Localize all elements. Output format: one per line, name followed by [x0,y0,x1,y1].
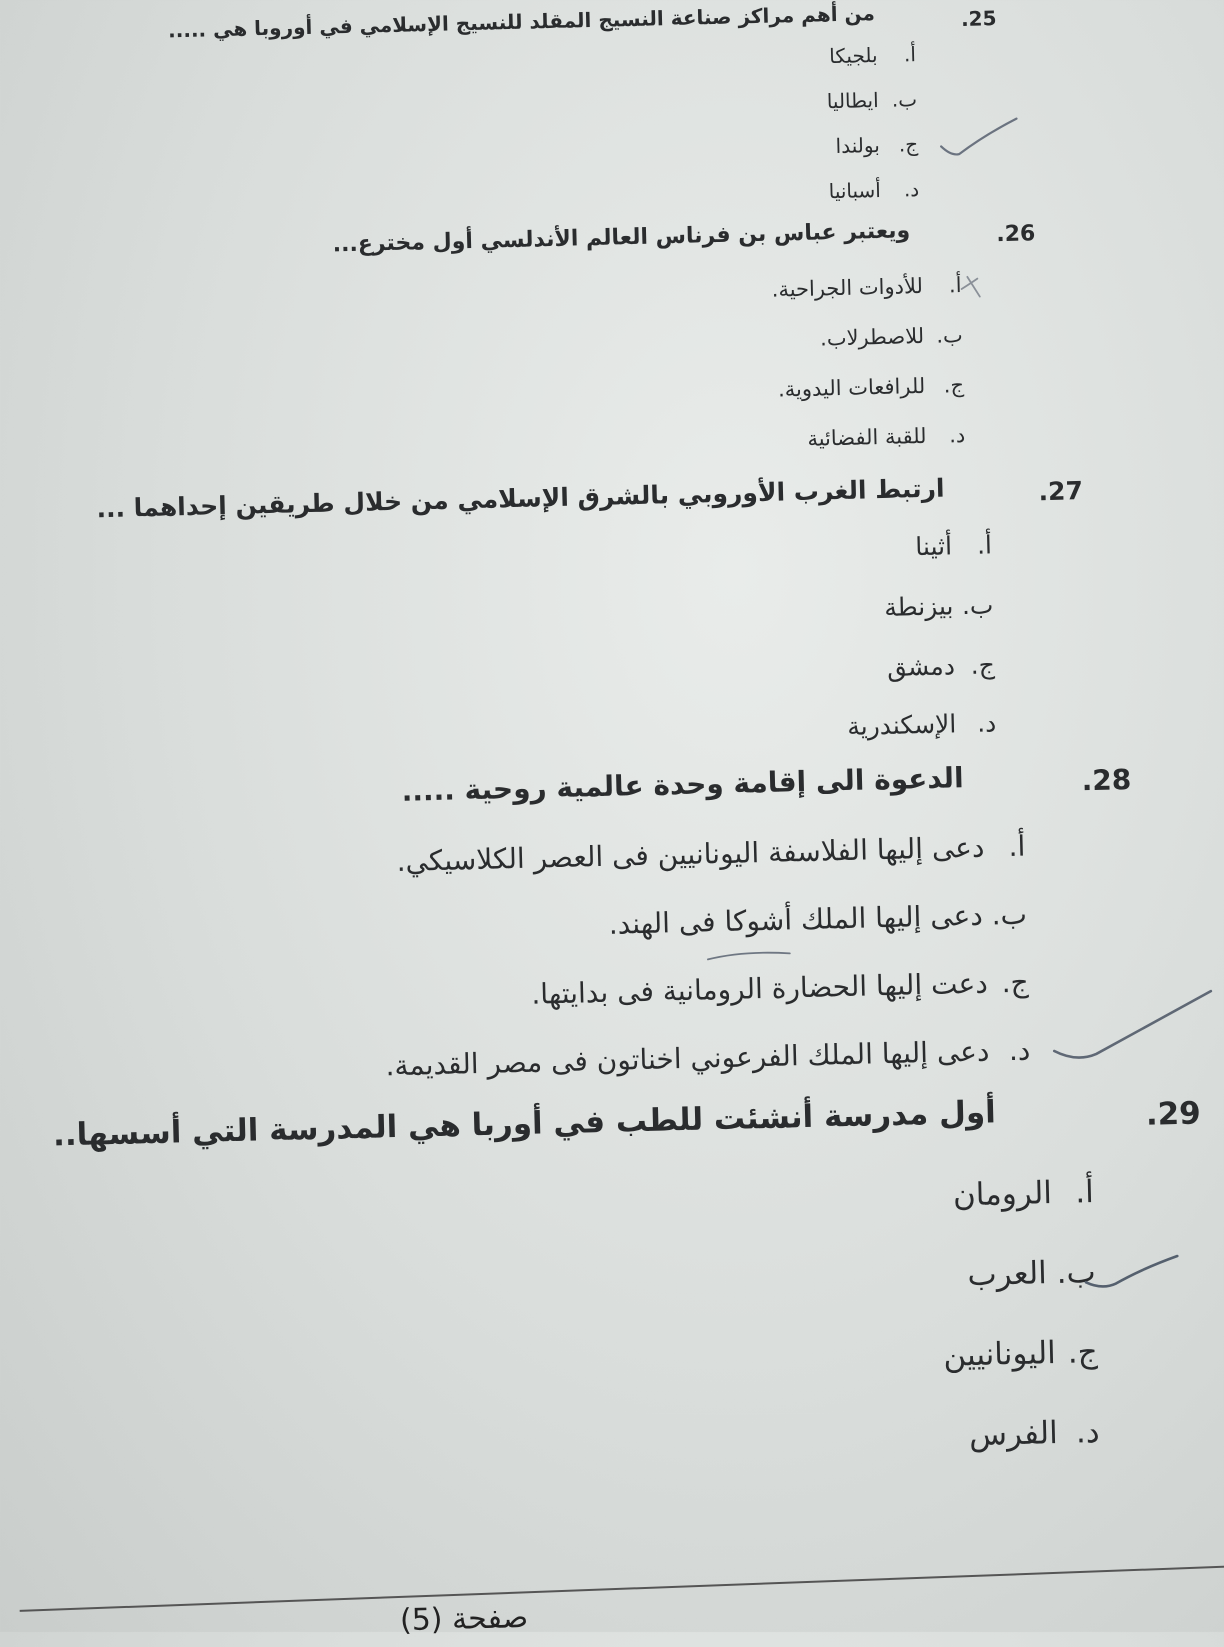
option-text: أثينا [914,531,953,562]
checkmark-icon [938,115,1019,162]
option-letter: ج. [943,372,965,398]
option-b [608,898,1027,941]
option-letter: أ. [1074,1174,1095,1211]
option-text: بيزنطة [883,591,954,622]
footer-divider [20,1565,1224,1612]
option-d [847,708,997,741]
option-letter: ب. [936,323,964,348]
question-text: من أهم مراكز صناعة النسيج المقلد للنسيج الإسلامي في أوروبا هي ..... [167,1,876,43]
option-b [967,1254,1096,1293]
question-number: .28 [1081,763,1132,798]
option-text: بولندا [835,132,881,159]
option-text: الفرس [968,1415,1059,1454]
checkmark-icon [957,272,998,303]
option-letter: ج. [970,650,996,680]
option-a [829,42,916,68]
option-text: للرافعات اليدوية. [777,373,926,402]
question-number: .26 [996,221,1036,248]
option-a [396,830,1025,878]
question-text: ارتبط الغرب الأوروبي بالشرق الإسلامي من خلال طريقين إحداهما ... [96,473,945,524]
option-text: ايطاليا [826,87,879,114]
option-text: دعى إليها الملك أشوكا فى الهند. [608,898,984,941]
option-c [835,132,918,158]
option-letter: د. [1008,1033,1031,1068]
option-letter: أ. [948,273,962,298]
option-d [385,1034,1031,1083]
question-text: ويعتبر عباس بن فرناس العالم الأندلسي أول مخترع... [332,218,911,258]
option-letter: ج. [1067,1334,1099,1371]
option-letter: د. [948,422,966,448]
option-letter: د. [903,177,920,202]
checkmark-icon [1045,985,1217,1069]
option-b [884,590,994,622]
question-text: الدعوة الى إقامة وحدة عالمية روحية ..... [401,761,964,808]
page-number: صفحة (5) [399,1600,529,1639]
option-c [778,373,965,402]
option-b [826,87,917,113]
option-a [771,273,961,302]
option-text: للاصطرلاب. [819,323,925,351]
option-a [915,530,992,561]
option-a [953,1174,1095,1213]
underline-mark [704,945,794,967]
option-text: للقبة الفضائية [807,423,927,451]
option-c [887,650,995,682]
option-text: أسبانيا [828,177,882,204]
option-letter: ب. [961,590,994,621]
option-text: الرومان [952,1175,1053,1214]
option-letter: أ. [1008,829,1026,864]
option-b [820,323,963,350]
option-letter: ب. [891,87,918,112]
question-25 [0,0,1204,204]
option-letter: ج. [898,132,919,157]
option-letter: ب. [1056,1254,1097,1291]
option-text: الإسكندرية [846,709,957,741]
option-letter: ب. [991,897,1028,932]
option-letter: أ. [903,42,917,67]
option-d [807,423,965,451]
question-number: .29 [1145,1095,1202,1133]
option-text: اليونانيين [942,1335,1057,1374]
option-text: بلجيكا [828,43,878,69]
option-d [969,1414,1100,1453]
option-text: دمشق [886,651,956,682]
option-text: للأدوات الجراحية. [771,273,924,302]
option-c [531,966,1029,1011]
option-letter: د. [1075,1413,1101,1451]
option-text: دعت إليها الحضارة الرومانية فى بدايتها. [531,966,989,1011]
question-number: .27 [1038,476,1084,507]
question-number: .25 [960,6,997,31]
option-letter: أ. [976,530,993,560]
option-c [943,1334,1098,1374]
option-text: دعى إليها الفلاسفة اليونانيين فى العصر الكلاسيكي. [396,830,985,878]
option-letter: ج. [1001,965,1029,1000]
option-text: دعى إليها الملك الفرعوني اخناتون فى مصر القديمة. [385,1034,990,1083]
question-text: أول مدرسة أنشئت للطب في أوربا هي المدرسة التي أسسها.. [52,1094,997,1154]
checkmark-icon [1081,1248,1182,1300]
option-letter: د. [976,708,997,738]
option-d [828,177,919,203]
option-text: العرب [967,1255,1048,1294]
